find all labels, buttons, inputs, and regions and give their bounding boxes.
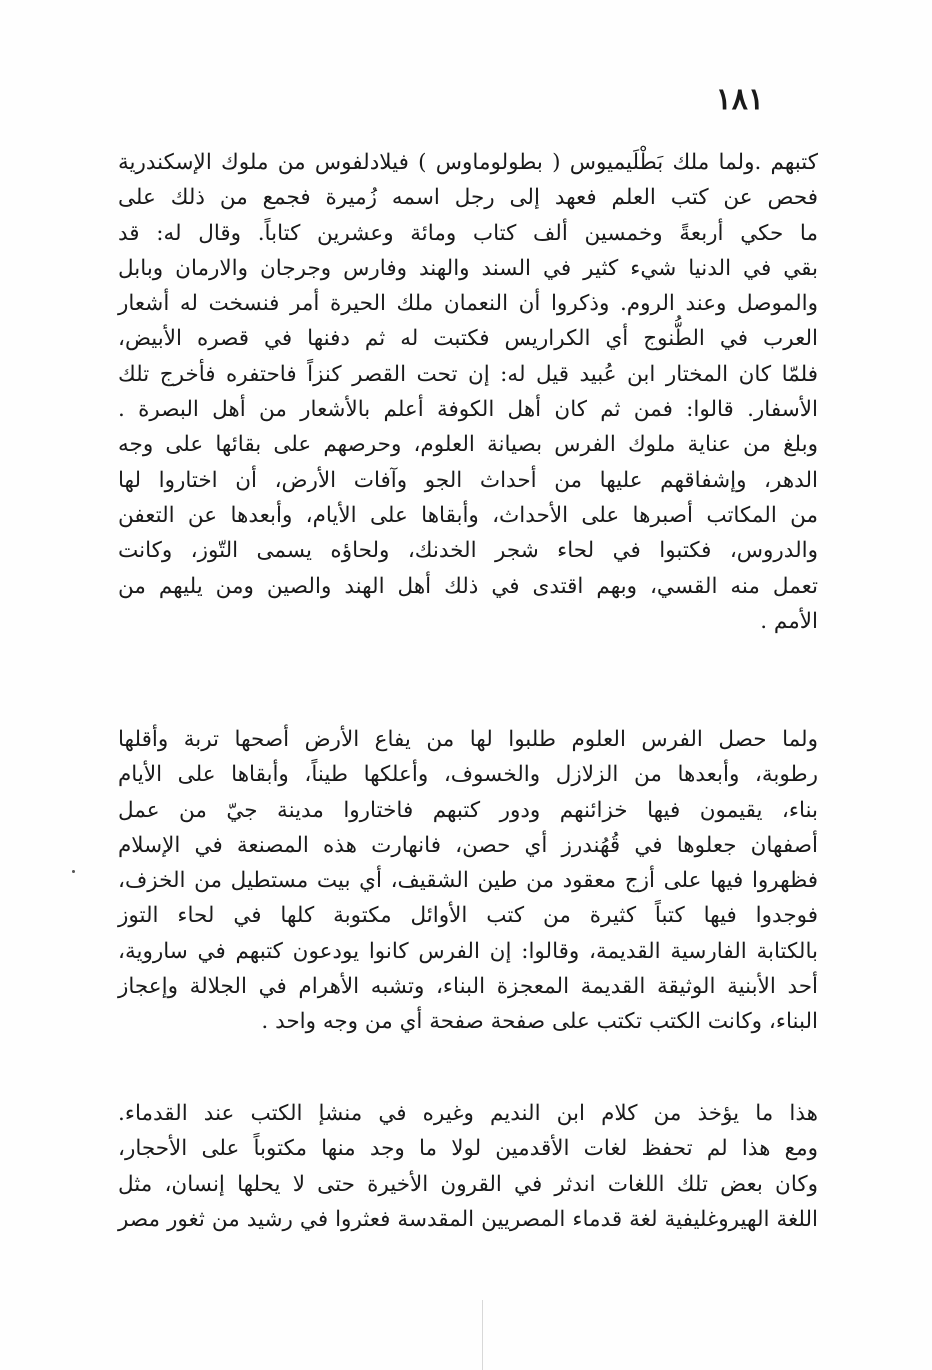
text-line: ولما حصل الفرس العلوم طلبوا لها من يفاع الأرض أصحها تربة وأقلها	[118, 727, 818, 752]
text-line: أصفهان جعلوها في قُهُندرز أي حصن، فانهارت هذه المصنعة في الإسلام	[118, 832, 818, 858]
text-line: وكان بعض تلك اللغات اندثر في القرون الأخيرة حتى لا يحلها إنسان، مثل	[118, 1171, 818, 1197]
text-line: الدهر، وإشفاقهم عليها من أحداث الجو وآفات الأرض، أن اختاروا لها	[118, 467, 818, 493]
text-line: كتبهم .ولما ملك بَطْلَيميوس ( بطولوماوس ) فيلادلفوس من ملوك الإسكندرية	[118, 150, 818, 175]
text-line: اللغة الهيروغليفية لغة قدماء المصريين المقدسة فعثروا في رشيد من ثغور مصر	[118, 1206, 818, 1232]
text-line: وبلغ من عناية ملوك الفرس بصيانة العلوم، وحرصهم على بقائها على وجه	[118, 432, 818, 458]
text-line: الأسفار. قالوا: فمن ثم كان أهل الكوفة أعلم بالأشعار من أهل البصرة .	[118, 397, 818, 423]
paragraph-3	[118, 1096, 818, 1237]
text-line: ومع هذا لم تحفظ لغات الأقدمين لولا ما وجد منها مكتوباً على الأحجار،	[118, 1136, 818, 1162]
text-line: العرب في الطُّنوج أي الكراريس فكتبت له ثم دفنها في قصره الأبيض،	[118, 326, 818, 352]
text-line: البناء، وكانت الكتب تكتب على صفحة صفحة أي من وجه واحد .	[261, 1009, 818, 1035]
text-line: رطوبة، وأبعدها من الزلازل والخسوف، وأعلكها طيناً، وأبقاها على الأيام	[118, 762, 818, 788]
text-line: والموصل وعند الروم. وذكروا أن النعمان ملك الحيرة أمر فنسخت له أشعار	[118, 291, 818, 317]
paragraph-1	[118, 145, 818, 639]
text-line: فوجدوا فيها كتباً كثيرة من كتب الأوائل مكتوبة كلها في لحاء التوز	[118, 903, 818, 929]
text-line: أحد الأبنية الوثيقة القديمة المعجزة البناء، وتشبه الأهرام في الجلالة وإعجاز	[118, 974, 818, 1000]
text-line: الأمم .	[760, 608, 818, 634]
text-line: من المكاتب أصبرها على الأحداث، وأبقاها على الأيام، وأبعدها عن التعفن	[118, 502, 818, 528]
scan-speck	[72, 870, 75, 873]
text-line: هذا ما يؤخذ من كلام ابن النديم وغيره في منشإ الكتب عند القدماء.	[118, 1101, 818, 1126]
scan-fold-line	[482, 1300, 483, 1370]
text-line: والدروس، فكتبوا في لحاء شجر الخدنك، ولحاؤه يسمى التّوز، وكانت	[118, 538, 818, 564]
text-line: بالكتابة الفارسية القديمة، وقالوا: إن الفرس كانوا يودعون كتبهم في ساروية،	[118, 938, 818, 964]
text-line: بقي في الدنيا شيء كثير في السند والهند وفارس وجرجان والارمان وبابل	[118, 255, 818, 281]
text-line: فلمّا كان المختار ابن عُبيد قيل له: إن تحت القصر كنزاً فاحتفره فأخرج تلك	[118, 361, 818, 387]
page-number: ١٨١	[715, 82, 764, 117]
text-line: فحص عن كتب العلم فعهد إلى رجل اسمه زُميرة فجمع من ذلك على	[118, 185, 818, 211]
text-line: بناء، يقيمون فيها خزائنهم ودور كتبهم فاختاروا مدينة جيّ من عمل	[118, 797, 818, 823]
text-line: تعمل منه القسي، وبهم اقتدى في ذلك أهل الهند والصين ومن يليهم من	[118, 573, 818, 599]
text-line: فظهروا فيها على أزج معقود من طين الشقيف، أي بيت مستطيل من الخزف،	[118, 868, 818, 894]
paragraph-2	[118, 722, 818, 1040]
text-line: ما حكي أربعةً وخمسين ألف كتاب ومائة وعشرين كتاباً. وقال له: قد	[118, 220, 818, 246]
